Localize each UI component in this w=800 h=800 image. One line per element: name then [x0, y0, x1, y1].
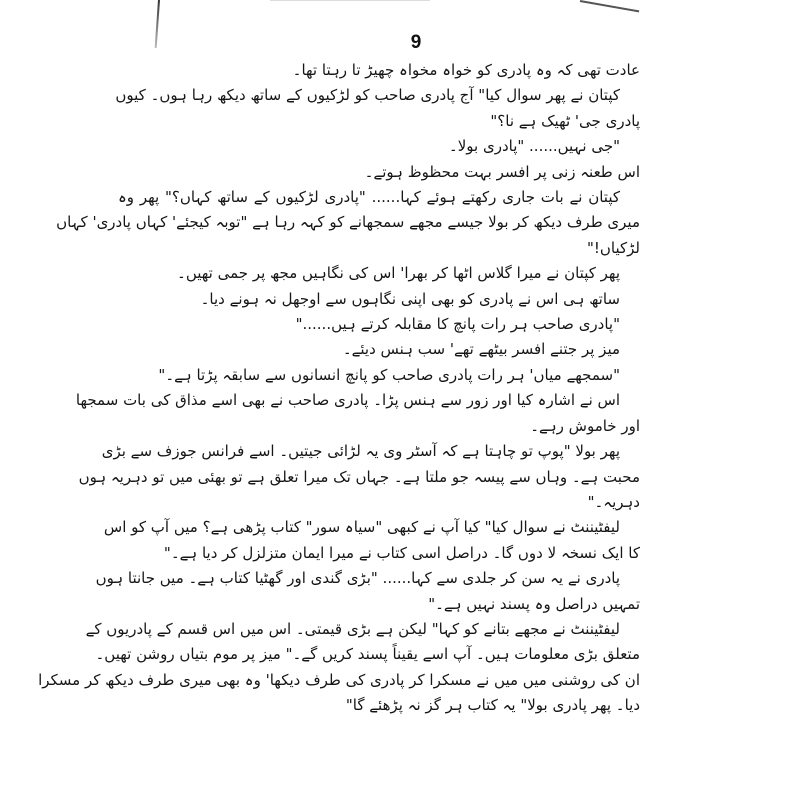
text-line: کپتان نے پھر سوال کیا" آج پادری صاحب کو لڑکیوں کے ساتھ دیکھ رہا ہوں۔ کیوں [115, 86, 620, 105]
text-line: کا ایک نسخہ لا دوں گا۔ دراصل اسی کتاب نے میرا ایمان متزلزل کر دیا ہے۔" [163, 543, 640, 562]
text-line: میری طرف دیکھ کر بولا جیسے مجھے سمجھانے کو کہہ رہا ہے "توبہ کیجئے' کہاں پادری' کہاں [56, 213, 640, 232]
text-line: پھر بولا "پوپ تو چاہتا ہے کہ آسٹر وی یہ لڑائی جیتیں۔ اسے فرانس جوزف سے بڑی [101, 442, 620, 461]
text-line: میز پر جتنے افسر بیٹھے تھے' سب ہنس دیئے۔ [342, 340, 620, 359]
text-line: محبت ہے۔ وہاں سے پیسہ جو ملتا ہے۔ جہاں تک میرا تعلق ہے تو بھئی میں تو دہریہ ہوں [78, 467, 640, 486]
text-line: لیفٹیننٹ نے مجھے بتانے کو کہا" لیکن ہے بڑی قیمتی۔ اس میں اس قسم کے پادریوں کے [85, 619, 620, 638]
text-line: "پادری صاحب ہر رات پانچ کا مقابلہ کرتے ہیں......" [295, 315, 620, 334]
text-line: دیا۔ پھر پادری بولا" یہ کتاب ہر گز نہ پڑھئے گا" [345, 696, 640, 715]
text-line: پادری نے یہ سن کر جلدی سے کہا...... "بڑی گندی اور گھٹیا کتاب ہے۔ میں جانتا ہوں [95, 569, 620, 588]
text-line: کپتان نے بات جاری رکھتے ہوئے کہا...... "پادری لڑکیوں کے ساتھ کہاں؟" پھر وہ [118, 188, 620, 207]
text-line: اور خاموش رہے۔ [530, 416, 640, 435]
page-number: 9 [410, 32, 422, 53]
text-line: لیفٹیننٹ نے سوال کیا" کیا آپ نے کبھی "سیاہ سور" کتاب پڑھی ہے؟ میں آپ کو اس [103, 518, 620, 537]
text-line: اس طعنہ زنی پر افسر بہت محظوظ ہوتے۔ [364, 162, 640, 181]
scan-edge-artifact [580, 0, 639, 12]
text-line: عادت تھی کہ وہ پادری کو خواہ مخواہ چھیڑ تا رہتا تھا۔ [292, 61, 640, 79]
text-line: "سمجھے میاں' ہر رات پادری صاحب کو پانچ انسانوں سے سابقہ پڑتا ہے۔" [158, 365, 620, 384]
text-line: تمہیں دراصل وہ پسند نہیں ہے۔" [428, 594, 640, 613]
scan-edge-artifact [270, 0, 430, 1]
text-line: دہریہ۔" [587, 492, 640, 511]
text-line: پھر کپتان نے میرا گلاس اٹھا کر بھرا' اس کی نگاہیں مجھ پر جمی تھیں۔ [177, 264, 620, 283]
text-line: لڑکیاں!" [586, 238, 640, 257]
text-line: پادری جی' ٹھیک ہے نا؟" [490, 111, 640, 130]
text-line: "جی نہیں...... "پادری بولا۔ [448, 137, 620, 156]
body-text [38, 58, 640, 719]
text-line: ان کی روشنی میں میں نے مسکرا کر پادری کی طرف دیکھا' وہ بھی میری طرف دیکھ کر مسکرا [38, 670, 640, 689]
text-line: اس نے اشارہ کیا اور زور سے ہنس پڑا۔ پادری صاحب نے بھی اسے مذاق کی بات سمجھا [75, 391, 620, 410]
text-line: متعلق بڑی معلومات ہیں۔ آپ اسے یقیناً پسند کریں گے۔" میز پر موم بتیاں روشن تھیں۔ [95, 645, 640, 664]
text-line: ساتھ ہی اس نے پادری کو بھی اپنی نگاہوں سے اوجھل نہ ہونے دیا۔ [200, 289, 620, 308]
